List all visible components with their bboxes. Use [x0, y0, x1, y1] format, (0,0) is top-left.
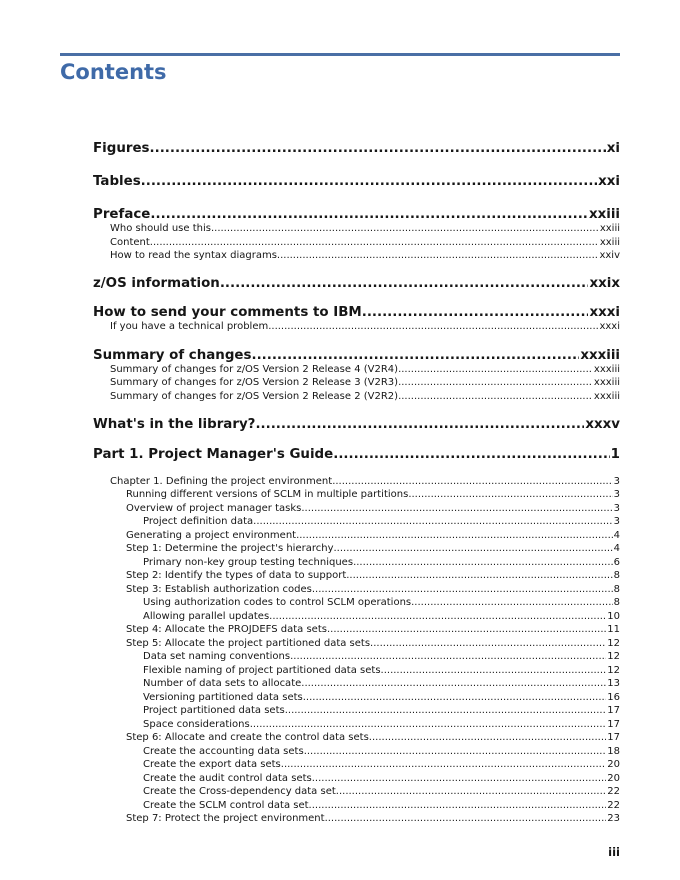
dot-leader: [220, 276, 589, 291]
toc-entry-title: Part 1. Project Manager's Guide: [93, 447, 334, 462]
toc-entry-title: Project partitioned data sets: [143, 705, 285, 716]
dot-leader: [304, 746, 607, 757]
toc-entry-page: xxxiii: [580, 348, 620, 363]
toc-entry-title: Running different versions of SCLM in multiple partitions: [126, 489, 409, 500]
toc-entry-title: Preface: [93, 207, 151, 222]
toc-entry-title: Content: [110, 237, 150, 248]
toc-entry-page: xxi: [598, 174, 620, 189]
toc-entry-summary-of-changes[interactable]: [93, 348, 620, 363]
dot-leader: [333, 447, 609, 462]
dot-leader: [269, 611, 606, 622]
toc-entry-page: xxxv: [585, 417, 620, 432]
dot-leader: [312, 584, 613, 595]
toc-entry-page: 10: [607, 611, 620, 622]
toc-entry-whats-in-library[interactable]: [93, 417, 620, 432]
toc-entry[interactable]: [126, 489, 620, 500]
toc-entry-page: 17: [607, 719, 620, 730]
toc-entry-page: 22: [607, 786, 620, 797]
toc-entry-tables[interactable]: [93, 174, 620, 189]
toc-entry-title: Summary of changes for z/OS Version 2 Release 3 (V2R3): [110, 377, 399, 388]
toc-entry-title: Tables: [93, 174, 141, 189]
toc-entry-page: 20: [607, 773, 620, 784]
toc-entry-title: Step 6: Allocate and create the control data sets: [126, 732, 369, 743]
toc-entry[interactable]: [143, 692, 620, 703]
toc-entry[interactable]: [126, 732, 620, 743]
toc-entry-page: xxxi: [599, 321, 620, 332]
toc-entry-title: Step 4: Allocate the PROJDEFS data sets: [126, 624, 327, 635]
dot-leader: [353, 557, 613, 568]
toc-entry-title: How to read the syntax diagrams: [110, 250, 277, 261]
toc-entry[interactable]: [143, 611, 620, 622]
dot-leader: [150, 141, 606, 156]
toc-entry-title: Flexible naming of project partitioned data sets: [143, 665, 381, 676]
toc-entry[interactable]: [143, 800, 620, 811]
toc-entry-page: 8: [613, 570, 620, 581]
dot-leader: [250, 719, 607, 730]
toc-entry[interactable]: [143, 597, 620, 608]
header-rule: [60, 53, 620, 56]
toc-entry-title: Create the audit control data sets: [143, 773, 312, 784]
toc-entry-zos-information[interactable]: [93, 276, 620, 291]
toc-entry[interactable]: [143, 651, 620, 662]
dot-leader: [369, 732, 606, 743]
dot-leader: [346, 570, 612, 581]
toc-entry[interactable]: [143, 516, 620, 527]
toc-entry-page: 11: [607, 624, 620, 635]
toc-entry-title: Step 5: Allocate the project partitioned data sets: [126, 638, 371, 649]
dot-leader: [381, 665, 607, 676]
toc-entry[interactable]: [126, 638, 620, 649]
toc-entry-title: Create the accounting data sets: [143, 746, 304, 757]
toc-entry-title: Step 2: Identify the types of data to support: [126, 570, 347, 581]
toc-entry-changes-v2r3[interactable]: [110, 377, 620, 388]
toc-entry-title: If you have a technical problem: [110, 321, 269, 332]
toc-entry-title: Primary non-key group testing techniques: [143, 557, 354, 568]
dot-leader: [281, 759, 607, 770]
toc-entry-title: Summary of changes: [93, 348, 252, 363]
toc-entry-content[interactable]: [110, 237, 620, 248]
toc-entry-title: Summary of changes for z/OS Version 2 Release 2 (V2R2): [110, 391, 399, 402]
toc-entry[interactable]: [143, 786, 620, 797]
toc-entry-figures[interactable]: [93, 141, 620, 156]
toc-entry-page: 1: [610, 447, 620, 462]
toc-entry-page: 8: [613, 584, 620, 595]
toc-entry-syntax-diagrams[interactable]: [110, 250, 620, 261]
dot-leader: [370, 638, 606, 649]
toc-entry-title: Create the export data sets: [143, 759, 281, 770]
toc-entry-page: xxiii: [599, 223, 620, 234]
dot-leader: [255, 417, 584, 432]
dot-leader: [309, 800, 607, 811]
toc-entry-page: xxiv: [599, 250, 620, 261]
toc-entry-page: 12: [607, 638, 620, 649]
toc-entry[interactable]: [143, 759, 620, 770]
toc-entry-title: Allowing parallel updates: [143, 611, 270, 622]
toc-entry-title: Project definition data: [143, 516, 254, 527]
dot-leader: [251, 348, 579, 363]
toc-entry[interactable]: [126, 543, 620, 554]
toc-entry-changes-v2r4[interactable]: [110, 364, 620, 375]
dot-leader: [312, 773, 607, 784]
toc-entry[interactable]: [143, 719, 620, 730]
dot-leader: [150, 207, 588, 222]
toc-entry[interactable]: [143, 746, 620, 757]
toc-entry[interactable]: [143, 678, 620, 689]
toc-entry-title: z/OS information: [93, 276, 220, 291]
toc-entry-page: 6: [613, 557, 620, 568]
toc-entry-who-should-use[interactable]: [110, 223, 620, 234]
toc-entry[interactable]: [143, 665, 620, 676]
dot-leader: [150, 237, 599, 248]
toc-entry-changes-v2r2[interactable]: [110, 391, 620, 402]
toc-entry[interactable]: [126, 503, 620, 514]
dot-leader: [398, 377, 593, 388]
toc-entry-title: Summary of changes for z/OS Version 2 Release 4 (V2R4): [110, 364, 399, 375]
dot-leader: [336, 786, 606, 797]
toc-entry[interactable]: [126, 813, 620, 824]
toc-entry-page: 4: [613, 530, 620, 541]
toc-entry[interactable]: [143, 705, 620, 716]
dot-leader: [334, 543, 613, 554]
toc-entry[interactable]: [126, 570, 620, 581]
toc-entry-page: xxiii: [588, 207, 620, 222]
toc-entry-page: xxxiii: [593, 377, 620, 388]
toc-entry-page: 18: [607, 746, 620, 757]
toc-entry-page: 23: [607, 813, 620, 824]
toc-entry-title: How to send your comments to IBM: [93, 305, 362, 320]
toc-entry-title: Number of data sets to allocate: [143, 678, 302, 689]
toc-entry-page: 3: [613, 503, 620, 514]
dot-leader: [277, 250, 599, 261]
toc-entry-title: Data set naming conventions: [143, 651, 291, 662]
toc-entry[interactable]: [126, 584, 620, 595]
toc-entry-title: Versioning partitioned data sets: [143, 692, 303, 703]
toc-entry-send-comments[interactable]: [93, 305, 620, 320]
dot-leader: [141, 174, 597, 189]
dot-leader: [411, 597, 613, 608]
toc-entry[interactable]: [143, 557, 620, 568]
dot-leader: [211, 223, 599, 234]
toc-entry-part-1[interactable]: [93, 447, 620, 462]
toc-entry-page: 4: [613, 543, 620, 554]
toc-entry-page: xi: [606, 141, 620, 156]
dot-leader: [332, 476, 612, 487]
dot-leader: [301, 678, 606, 689]
dot-leader: [303, 692, 607, 703]
dot-leader: [253, 516, 612, 527]
toc-entry-page: xxxiii: [593, 364, 620, 375]
toc-entry-title: Create the SCLM control data set: [143, 800, 309, 811]
dot-leader: [285, 705, 607, 716]
toc-entry-title: Overview of project manager tasks: [126, 503, 302, 514]
toc-entry-title: Step 1: Determine the project's hierarchy: [126, 543, 334, 554]
toc-entry-page: 3: [613, 489, 620, 500]
toc-entry-page: 3: [613, 476, 620, 487]
toc-entry-page: 16: [607, 692, 620, 703]
toc-entry-title: Step 7: Protect the project environment: [126, 813, 325, 824]
dot-leader: [327, 624, 606, 635]
toc-entry-page: 22: [607, 800, 620, 811]
dot-leader: [398, 391, 593, 402]
toc-entry-page: 17: [607, 705, 620, 716]
dot-leader: [268, 321, 598, 332]
dot-leader: [362, 305, 589, 320]
page-title: Contents: [60, 60, 167, 84]
toc-entry-page: xxiii: [599, 237, 620, 248]
toc-entry-page: xxxiii: [593, 391, 620, 402]
dot-leader: [290, 651, 606, 662]
dot-leader: [296, 530, 613, 541]
toc-entry[interactable]: [143, 773, 620, 784]
toc-entry-title: What's in the library?: [93, 417, 256, 432]
toc-entry-page: 20: [607, 759, 620, 770]
page-number: iii: [608, 845, 620, 859]
toc-entry-title: Create the Cross-dependency data set: [143, 786, 336, 797]
dot-leader: [408, 489, 612, 500]
toc-entry-title: Who should use this: [110, 223, 211, 234]
toc-entry-page: xxix: [589, 276, 620, 291]
toc-entry-title: Using authorization codes to control SCLM operations: [143, 597, 412, 608]
toc-entry-page: 8: [613, 597, 620, 608]
toc-entry[interactable]: [126, 530, 620, 541]
toc-entry[interactable]: [126, 624, 620, 635]
toc-entry-page: xxxi: [589, 305, 620, 320]
dot-leader: [325, 813, 607, 824]
toc-entry-technical-problem[interactable]: [110, 321, 620, 332]
toc-entry-preface[interactable]: [93, 207, 620, 222]
toc-entry-title: Step 3: Establish authorization codes: [126, 584, 312, 595]
toc-entry-title: Figures: [93, 141, 150, 156]
toc-entry-page: 12: [607, 665, 620, 676]
toc-entry-title: Chapter 1. Defining the project environment: [110, 476, 333, 487]
toc-entry-title: Space considerations: [143, 719, 250, 730]
toc-entry-page: 17: [607, 732, 620, 743]
toc-entry-page: 13: [607, 678, 620, 689]
dot-leader: [398, 364, 593, 375]
dot-leader: [301, 503, 612, 514]
toc-entry-title: Generating a project environment: [126, 530, 297, 541]
toc-entry-page: 3: [613, 516, 620, 527]
toc-entry-page: 12: [607, 651, 620, 662]
toc-entry-chapter-1[interactable]: [110, 476, 620, 487]
